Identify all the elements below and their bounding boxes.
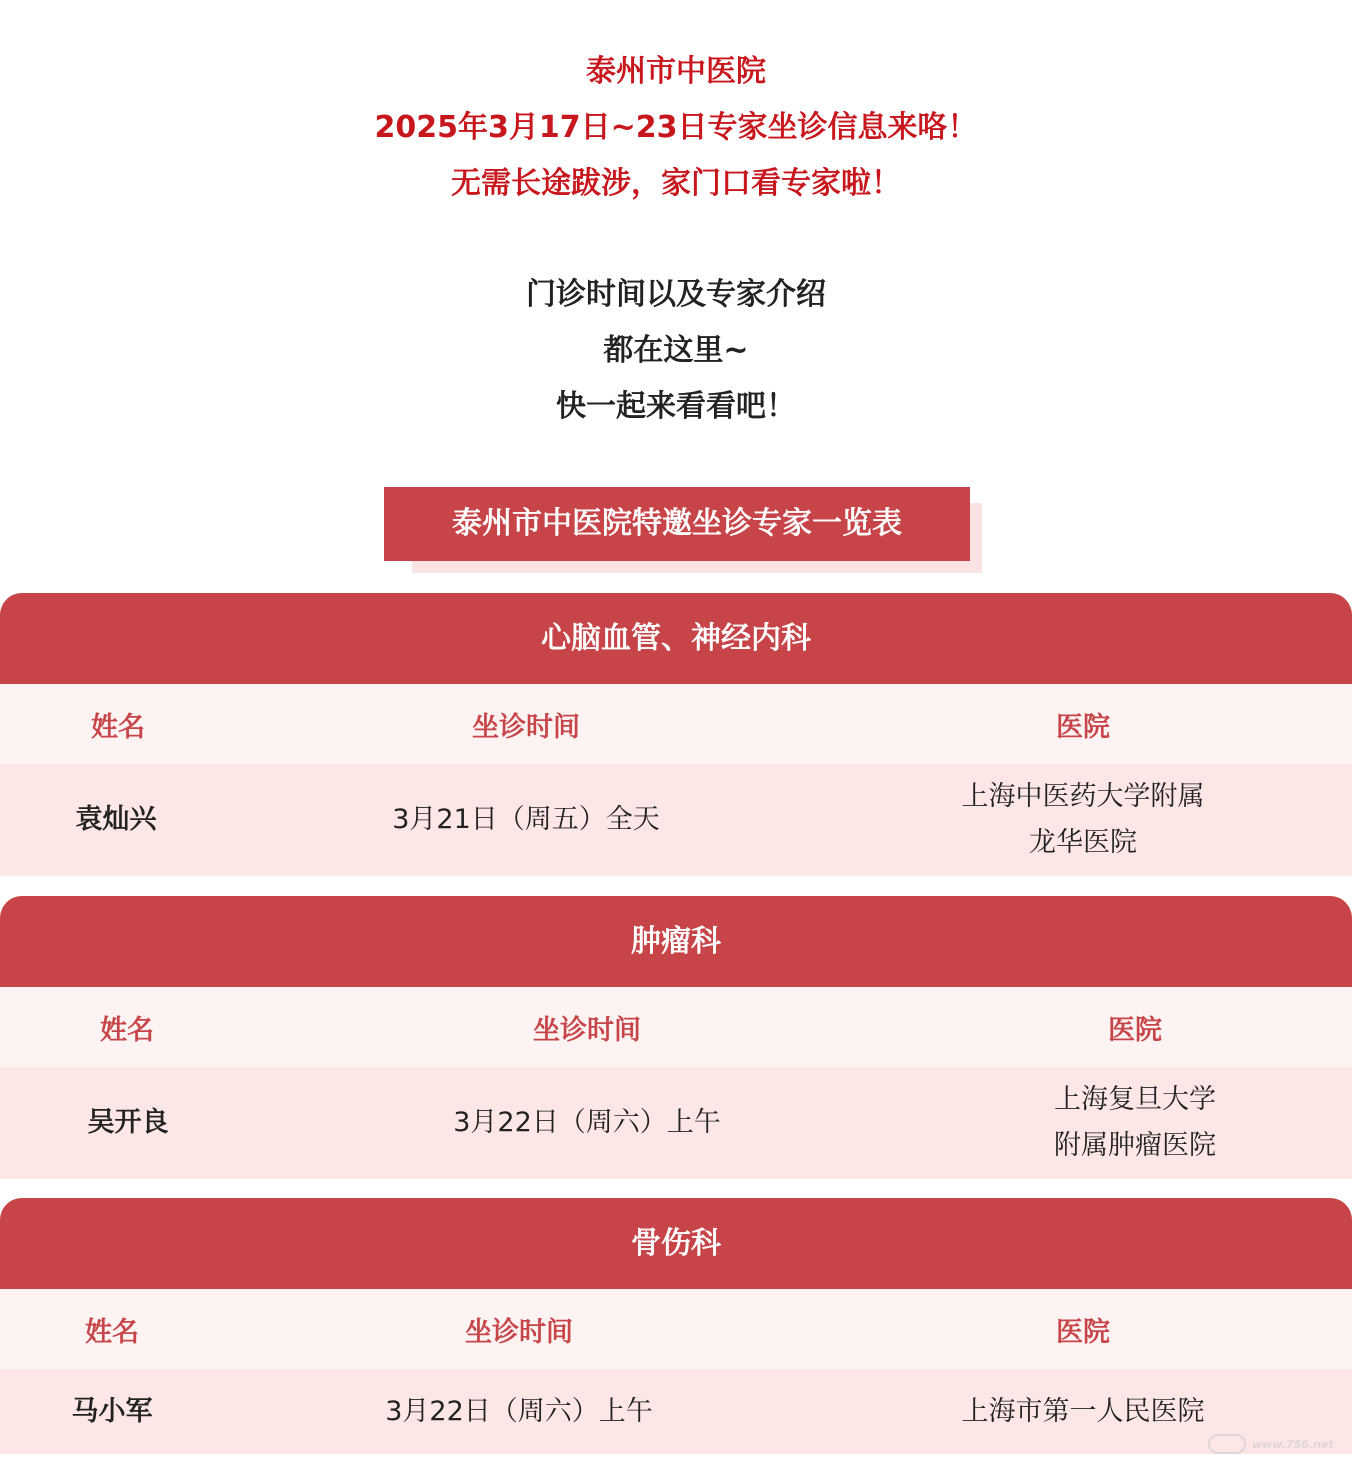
intro-line-1: 门诊时间以及专家介绍 bbox=[526, 277, 826, 312]
expert-name: 袁灿兴 bbox=[75, 804, 157, 835]
clinic-time: 3月21日（周五）全天 bbox=[392, 804, 660, 835]
department-section-orthopedics bbox=[0, 1198, 1352, 1481]
table-row bbox=[0, 1369, 1352, 1454]
hospital-line: 上海中医药大学附属 bbox=[961, 781, 1205, 812]
expert-name: 吴开良 bbox=[87, 1107, 169, 1138]
department-title: 骨伤科 bbox=[0, 1198, 1352, 1289]
table-row bbox=[0, 764, 1352, 876]
watermark-logo-icon bbox=[1208, 1434, 1246, 1454]
watermark bbox=[1208, 1432, 1338, 1456]
intro-line-3: 快一起来看看吧！ bbox=[556, 389, 796, 424]
department-section-cardio-neuro bbox=[0, 593, 1352, 876]
schedule-headline: 2025年3月17日~23日专家坐诊信息来咯！ bbox=[374, 110, 978, 145]
department-title: 肿瘤科 bbox=[0, 896, 1352, 987]
column-header-name: 姓名 bbox=[85, 1316, 139, 1348]
department-title: 心脑血管、神经内科 bbox=[0, 593, 1352, 684]
column-header-time: 坐诊时间 bbox=[465, 1316, 573, 1348]
hospital-cell bbox=[905, 1067, 1352, 1179]
table-header-row bbox=[0, 684, 1352, 764]
column-header-hospital: 医院 bbox=[1108, 1014, 1162, 1046]
hospital-cell bbox=[853, 764, 1313, 876]
clinic-time: 3月22日（周六）上午 bbox=[453, 1107, 721, 1138]
schedule-subheadline: 无需长途跋涉，家门口看专家啦！ bbox=[451, 166, 901, 201]
hospital-name: 泰州市中医院 bbox=[586, 54, 766, 89]
expert-name: 马小军 bbox=[71, 1395, 153, 1427]
column-header-hospital: 医院 bbox=[1056, 711, 1110, 743]
banner-title: 泰州市中医院特邀坐诊专家一览表 bbox=[384, 487, 970, 561]
department-section-oncology bbox=[0, 896, 1352, 1179]
intro-line-2: 都在这里~ bbox=[603, 333, 749, 368]
column-header-time: 坐诊时间 bbox=[472, 711, 580, 743]
hospital-line: 附属肿瘤医院 bbox=[1054, 1130, 1216, 1161]
column-header-name: 姓名 bbox=[100, 1014, 154, 1046]
table-header-row bbox=[0, 1289, 1352, 1369]
table-row bbox=[0, 1067, 1352, 1179]
column-header-name: 姓名 bbox=[91, 711, 145, 743]
hospital-line: 龙华医院 bbox=[1029, 827, 1137, 858]
column-header-hospital: 医院 bbox=[1056, 1316, 1110, 1348]
expert-list-banner bbox=[384, 487, 970, 561]
clinic-time: 3月22日（周六）上午 bbox=[385, 1395, 653, 1427]
hospital-line: 上海市第一人民医院 bbox=[961, 1395, 1205, 1427]
table-header-row bbox=[0, 987, 1352, 1067]
watermark-text: www.756.net bbox=[1252, 1437, 1334, 1451]
column-header-time: 坐诊时间 bbox=[533, 1014, 641, 1046]
hospital-line: 上海复旦大学 bbox=[1054, 1084, 1216, 1115]
